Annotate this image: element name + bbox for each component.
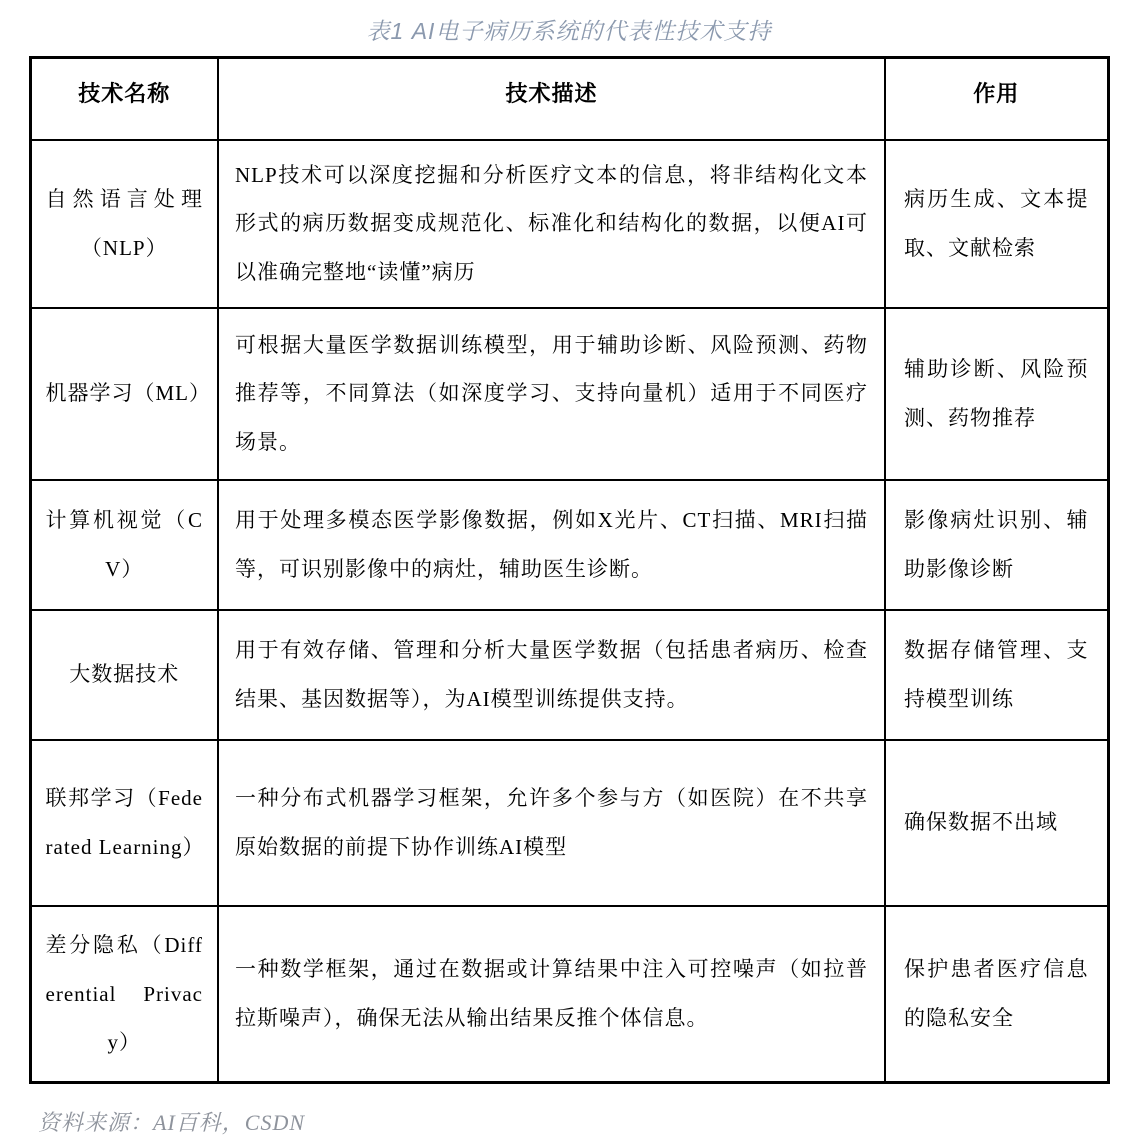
cell-tech-description: 用于有效存储、管理和分析大量医学数据（包括患者病历、检查结果、基因数据等），为AI模型训练提供支持。 xyxy=(218,610,885,740)
table-row-federated-learning xyxy=(30,740,1108,906)
cell-tech-name: 大数据技术 xyxy=(30,610,218,740)
cell-role: 影像病灶识别、辅助影像诊断 xyxy=(885,480,1108,610)
cell-role: 辅助诊断、风险预测、药物推荐 xyxy=(885,308,1108,480)
col-header-tech-name: 技术名称 xyxy=(30,58,218,140)
cell-tech-name: 差分隐私（Differential Privacy） xyxy=(30,906,218,1083)
cell-tech-description: 一种数学框架，通过在数据或计算结果中注入可控噪声（如拉普拉斯噪声），确保无法从输出结果反推个体信息。 xyxy=(218,906,885,1083)
tech-support-table xyxy=(29,56,1110,1084)
table-row-ml xyxy=(30,308,1108,480)
col-header-role: 作用 xyxy=(885,58,1108,140)
col-header-tech-description: 技术描述 xyxy=(218,58,885,140)
cell-role: 确保数据不出域 xyxy=(885,740,1108,906)
cell-role: 保护患者医疗信息的隐私安全 xyxy=(885,906,1108,1083)
cell-tech-name: 联邦学习（Federated Learning） xyxy=(30,740,218,906)
table-row-bigdata xyxy=(30,610,1108,740)
header-row xyxy=(30,58,1108,140)
cell-tech-name: 自然语言处理（NLP） xyxy=(30,140,218,308)
source-note: 资料来源：AI百科，CSDN xyxy=(38,1110,306,1135)
cell-tech-description: 用于处理多模态医学影像数据，例如X光片、CT扫描、MRI扫描等，可识别影像中的病灶，辅助医生诊断。 xyxy=(218,480,885,610)
cell-tech-name: 机器学习（ML） xyxy=(30,308,218,480)
table-caption: 表1 AI电子病历系统的代表性技术支持 xyxy=(366,18,772,44)
cell-role: 病历生成、文本提取、文献检索 xyxy=(885,140,1108,308)
cell-tech-description: 可根据大量医学数据训练模型，用于辅助诊断、风险预测、药物推荐等，不同算法（如深度学习、支持向量机）适用于不同医疗场景。 xyxy=(218,308,885,480)
table-row-cv xyxy=(30,480,1108,610)
cell-tech-description: NLP技术可以深度挖掘和分析医疗文本的信息，将非结构化文本形式的病历数据变成规范化、标准化和结构化的数据，以便AI可以准确完整地“读懂”病历 xyxy=(218,140,885,308)
table-row-differential-privacy xyxy=(30,906,1108,1083)
cell-tech-name: 计算机视觉（CV） xyxy=(30,480,218,610)
table-row-nlp xyxy=(30,140,1108,308)
cell-role: 数据存储管理、支持模型训练 xyxy=(885,610,1108,740)
cell-tech-description: 一种分布式机器学习框架，允许多个参与方（如医院）在不共享原始数据的前提下协作训练AI模型 xyxy=(218,740,885,906)
